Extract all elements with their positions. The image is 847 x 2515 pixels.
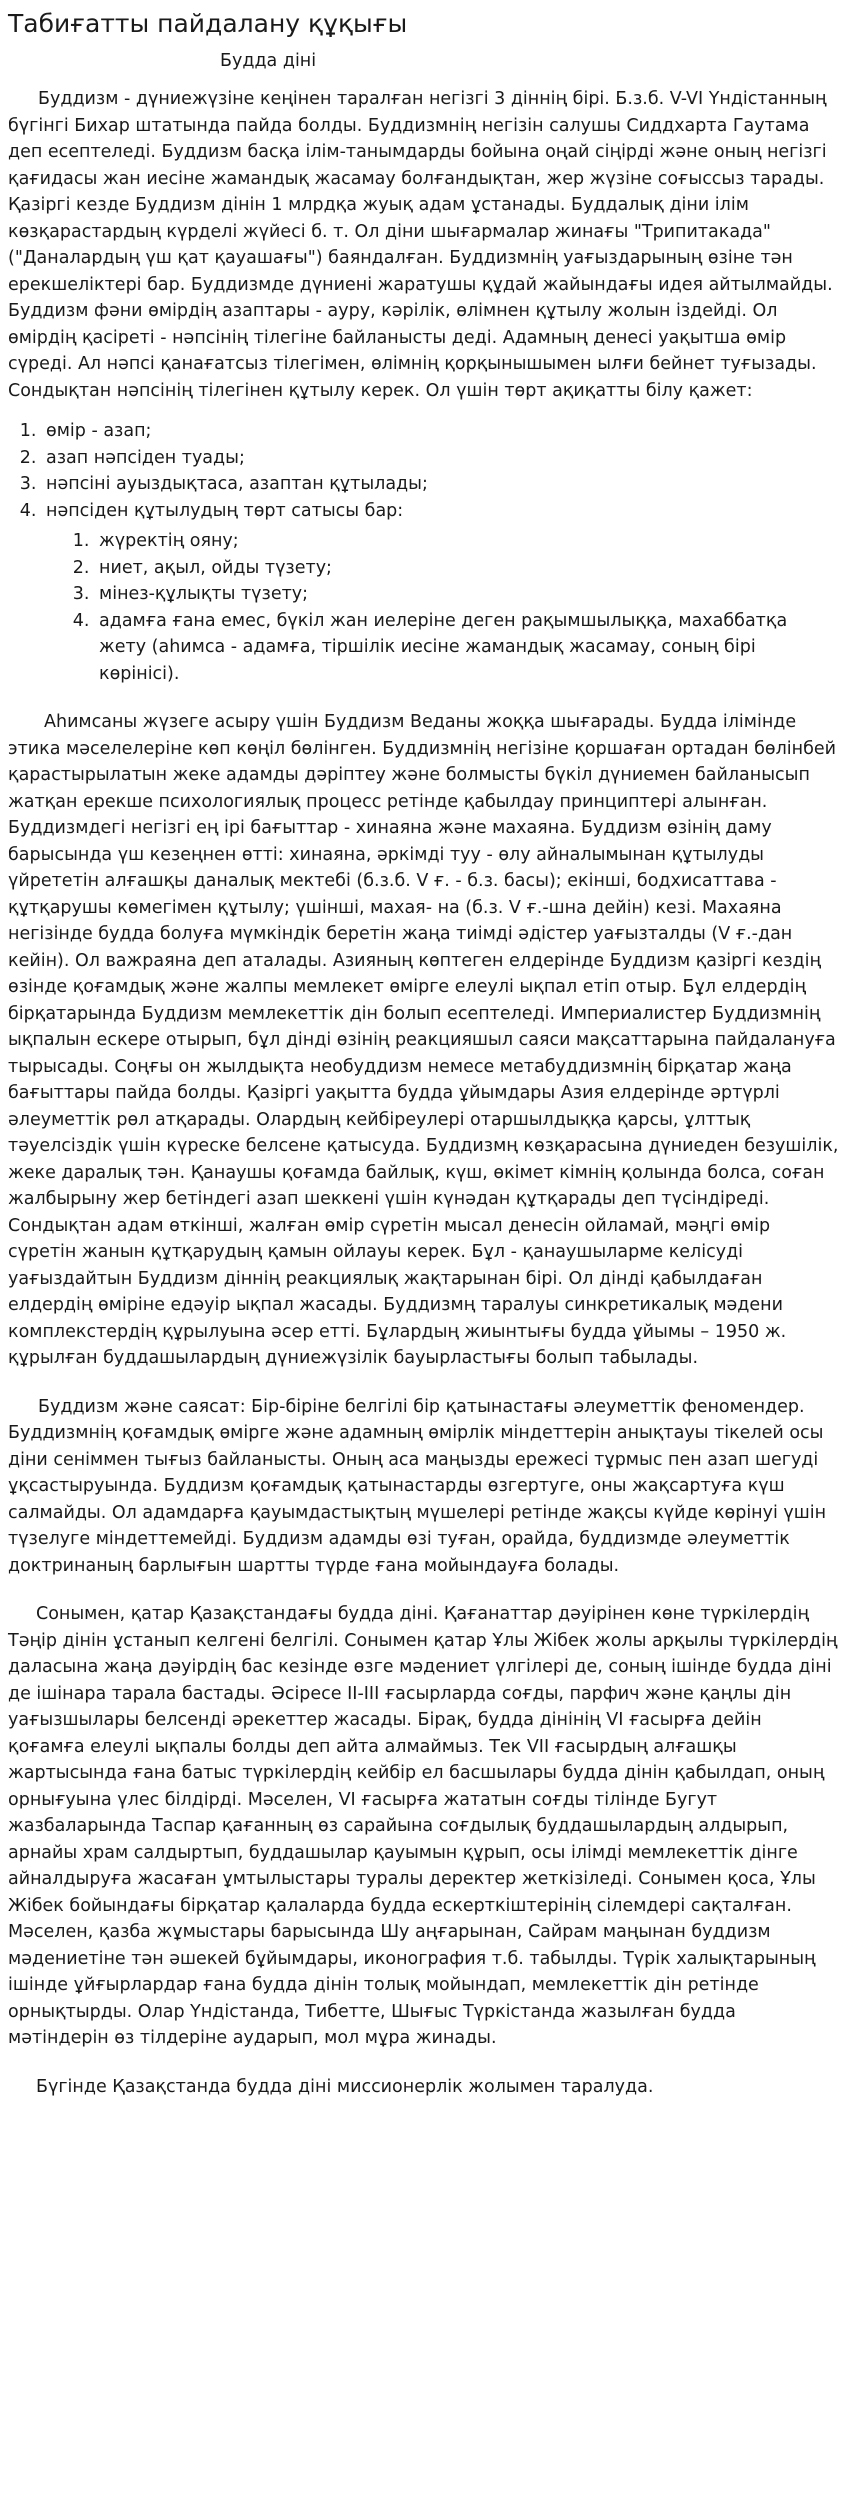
paragraph-kazakhstan [8,1601,839,2052]
paragraph-intro [8,86,839,404]
paragraph-politics-text: Буддизм және саясат: Бір-біріне белгілі бір қатынастағы әлеуметтік феномендер. Буддизмнің қоғамдық өмірге және адамның өмірлік міндеттерін анықтауы тікелей осы діни сеніммен тығыз байланысты. Оның аса маңызды ережесі тұрмыс пен азап шегуді ұқсастыруында. Буддизм қоғамдық қатынастарды өзгертуге, оны жақсартуға күш салмайды. Ол адамдарға қауымдастықтың мүшелері ретінде жақсы күйде көрінуі үшін түзелуге міндеттемейді. Буддизм адамды өзі туған, орайда, буддизмде әлеуметтік доктринаның барлығын шартты түрде ғана мойындауға болады. [8,1396,827,1576]
paragraph-politics [8,1394,839,1580]
paragraph-ahimsa [8,709,839,1372]
sublist-item: 3. мінез-құлықты түзету; [95,581,839,608]
four-truths-list [8,418,839,687]
list-item [42,498,839,688]
paragraph-today [8,2074,839,2101]
paragraph-intro-text: Буддизм - дүниежүзіне кеңінен таралған негізгі 3 діннің бірі. Б.з.б. V-VI Үндістанның бүгінгі Бихар штатында пайда болды. Буддизмнің негізін салушы Сиддхарта Гаутама деп есептеледі. Буддизм басқа ілім-танымдарды бойына оңай сіңірді және оның негізгі қағидасы жан иесіне жамандық жасамау болғандықтан, жер жүзіне соғыссыз тарады. Қазіргі кезде Буддизм дінін 1 млрдқа жуық адам ұстанады. Буддалық діни ілім көзқарастардың күрделі жүйесі б. т. Ол діни шығармалар жинағы "Трипитакада" ("Даналардың үш қат қауашағы") баяндалған. Буддизмнің уағыздарының өзіне тән ерекшеліктері бар. Буддизмде дүниені жаратушы құдай жайындағы идея айтылмайды. Буддизм фәни өмірдің азаптары - ауру, кәрілік, өлімнен құтылу жолын іздейді. Ол өмірдің қасіреті - нәпсінің тілегіне байланысты деді. Адамның денесі уақытша өмір сүреді. Ал нәпсі қанағатсыз тілегімен, өлімнің қорқынышымен ылғи бейнет туғызады. Сондықтан нәпсінің тілегінен құтылу керек. Ол үшін төрт ақиқатты білу қажет: [8,89,833,401]
paragraph-today-text: Бүгінде Қазақстанда будда діні миссионерлік жолымен таралуда. [36,2076,654,2097]
section-subtitle: Будда діні [220,51,317,71]
four-stages-sublist [46,528,839,687]
list-item-text: нәпсіден құтылудың төрт сатысы бар: [46,500,404,521]
paragraph-ahimsa-text: Аһимсаны жүзеге асыру үшін Буддизм Веданы жоққа шығарады. Будда ілімінде этика мәселелеріне көп көңіл бөлінген. Буддизмнің негізіне қоршаған ортадан бөлінбей қарастырылатын жеке адамды дәріптеу және болмысты бүкіл дүниемен байланысып жатқан ерекше психологиялық процесс ретінде қабылдау принциптері алынған. Буддизмдегі негізгі ең ірі бағыттар - хинаяна және махаяна. Буддизм өзінің даму барысында үш кезеңнен өтті: хинаяна, әркімді туу - өлу айналымынан құтылуды үйрететін алғашқы даналық мектебі (б.з.б. V ғ. - б.з. басы); екінші, бодхисаттава - құтқарушы көмегімен құтылу; үшінші, махая- на (б.з. V ғ.-шна дейін) кезі. Махаяна негізінде будда болуға мүмкіндік беретін жаңа тиімді әдістер уағызталды (V ғ.-дан кейін). Ол важраяна деп аталады. Азияның көптеген елдерінде Буддизм қазіргі кездің өзінде қоғамдық және жалпы мемлекет өмірге елеулі ықпал етіп отыр. Бұл елдердің бірқатарында Буддизм мемлекеттік дін болып есептеледі. Империалистер Буддизмнің ықпалын ескере отырып, бұл дінді өзінің реакцияшыл саяси мақсаттарына пайдалануға тырысады. Соңғы он жылдықта необуддизм немесе метабуддизмнің бірқатар жаңа бағыттары пайда болды. Қазіргі уақытта будда ұйымдары Азия елдерінде әртүрлі әлеуметтік рөл атқарады. Олардың кейбіреулері отаршылдыққа қарсы, ұлттық тәуелсіздік үшін күреске белсене қатысуда. Буддизмң көзқарасына дүниеден безушілік, жеке даралық тән. Қанаушы қоғамда байлық, күш, өкімет кімнің қолында болса, соған жалбырыну жер бетіндегі азап шеккені үшін күнәдан құтқарады деп түсіндіреді. Сондықтан адам өткінші, жалған өмір сүретін мысал денесін ойламай, мәңгі өмір сүретін жанын құтқарудың қамын ойлауы керек. Бұл - қанаушыларме келісуді уағыздайтын Буддизм діннің реакциялық жақтарынан бірі. Ол дінді қабылдаған елдердің өміріне едәуір ықпал жасады. Буддизмң таралуы синкретикалық мәдени комплекстердің құрылуына әсер етті. Бұлардың жиынтығы будда ұйымы – 1950 ж. құрылған буддашылардың дүниежүзілік бауырластығы болып табылады. [8,712,839,1368]
sublist-item: 1. жүректің ояну; [95,528,839,555]
list-item: 2. азап нәпсіден туады; [42,445,839,472]
sublist-item: 4. адамға ғана емес, бүкіл жан иелеріне деген рақымшылыққа, махаббатқа жету (аһимса - адамға, тіршілік иесіне жамандық жасамау, соның бірі көрінісі). [95,608,839,688]
paragraph-kazakhstan-text: Сонымен, қатар Қазақстандағы будда діні. Қағанаттар дәуірінен көне түркілердің Тәңір дінін ұстанып келгені белгілі. Сонымен қатар Ұлы Жібек жолы арқылы түркілердің даласына жаңа дәуірдің бас кезінде өзге мәдениет үлгілері де, соның ішінде будда діні де ішінара тарала бастады. Әсіресе II-III ғасырларда соғды, парфич және қаңлы дін уағызшылары белсенді әрекеттер жасады. Бірақ, будда дінінің VI ғасырға дейін қоғамға елеулі ықпалы болды деп айта алмаймыз. Тек VII ғасырдың алғашқы жартысында ғана батыс түркілердің кейбір ел басшылары будда дінін қабылдап, оның орнығуына үлес білдірді. Мәселен, VI ғасырға жататын соғды тілінде Бугут жазбаларында Таспар қағанның өз сарайына соғдылық буддашылардың алдырып, арнайы храм салдыртып, буддашылар қауымын құрып, осы ілімді мемлекеттік дінге айналдыруға жасаған ұмтылыстары туралы деректер жеткізіледі. Сонымен қоса, Ұлы Жібек бойындағы бірқатар қалаларда будда ескерткіштерінің сілемдері сақталған. Мәселен, қазба жұмыстары барысында Шу аңғарынан, Сайрам маңынан буддизм мәдениетіне тән әшекей бұйымдары, иконография т.б. табылды. Түрік халықтарының ішінде ұйғырлардар ғана будда дінін толық мойындап, мемлекеттік дін ретінде орнықтырды. Олар Үндістанда, Тибетте, Шығыс Түркістанда жазылған будда мәтіндерін өз тілдеріне аударып, мол мұра жинады. [8,1604,838,2048]
list-item: 1. өмір - азап; [42,418,839,445]
page-title: Табиғатты пайдалану құқығы [8,9,408,38]
list-item: 3. нәпсіні ауыздықтаса, азаптан құтылады; [42,471,839,498]
sublist-item: 2. ниет, ақыл, ойды түзету; [95,555,839,582]
